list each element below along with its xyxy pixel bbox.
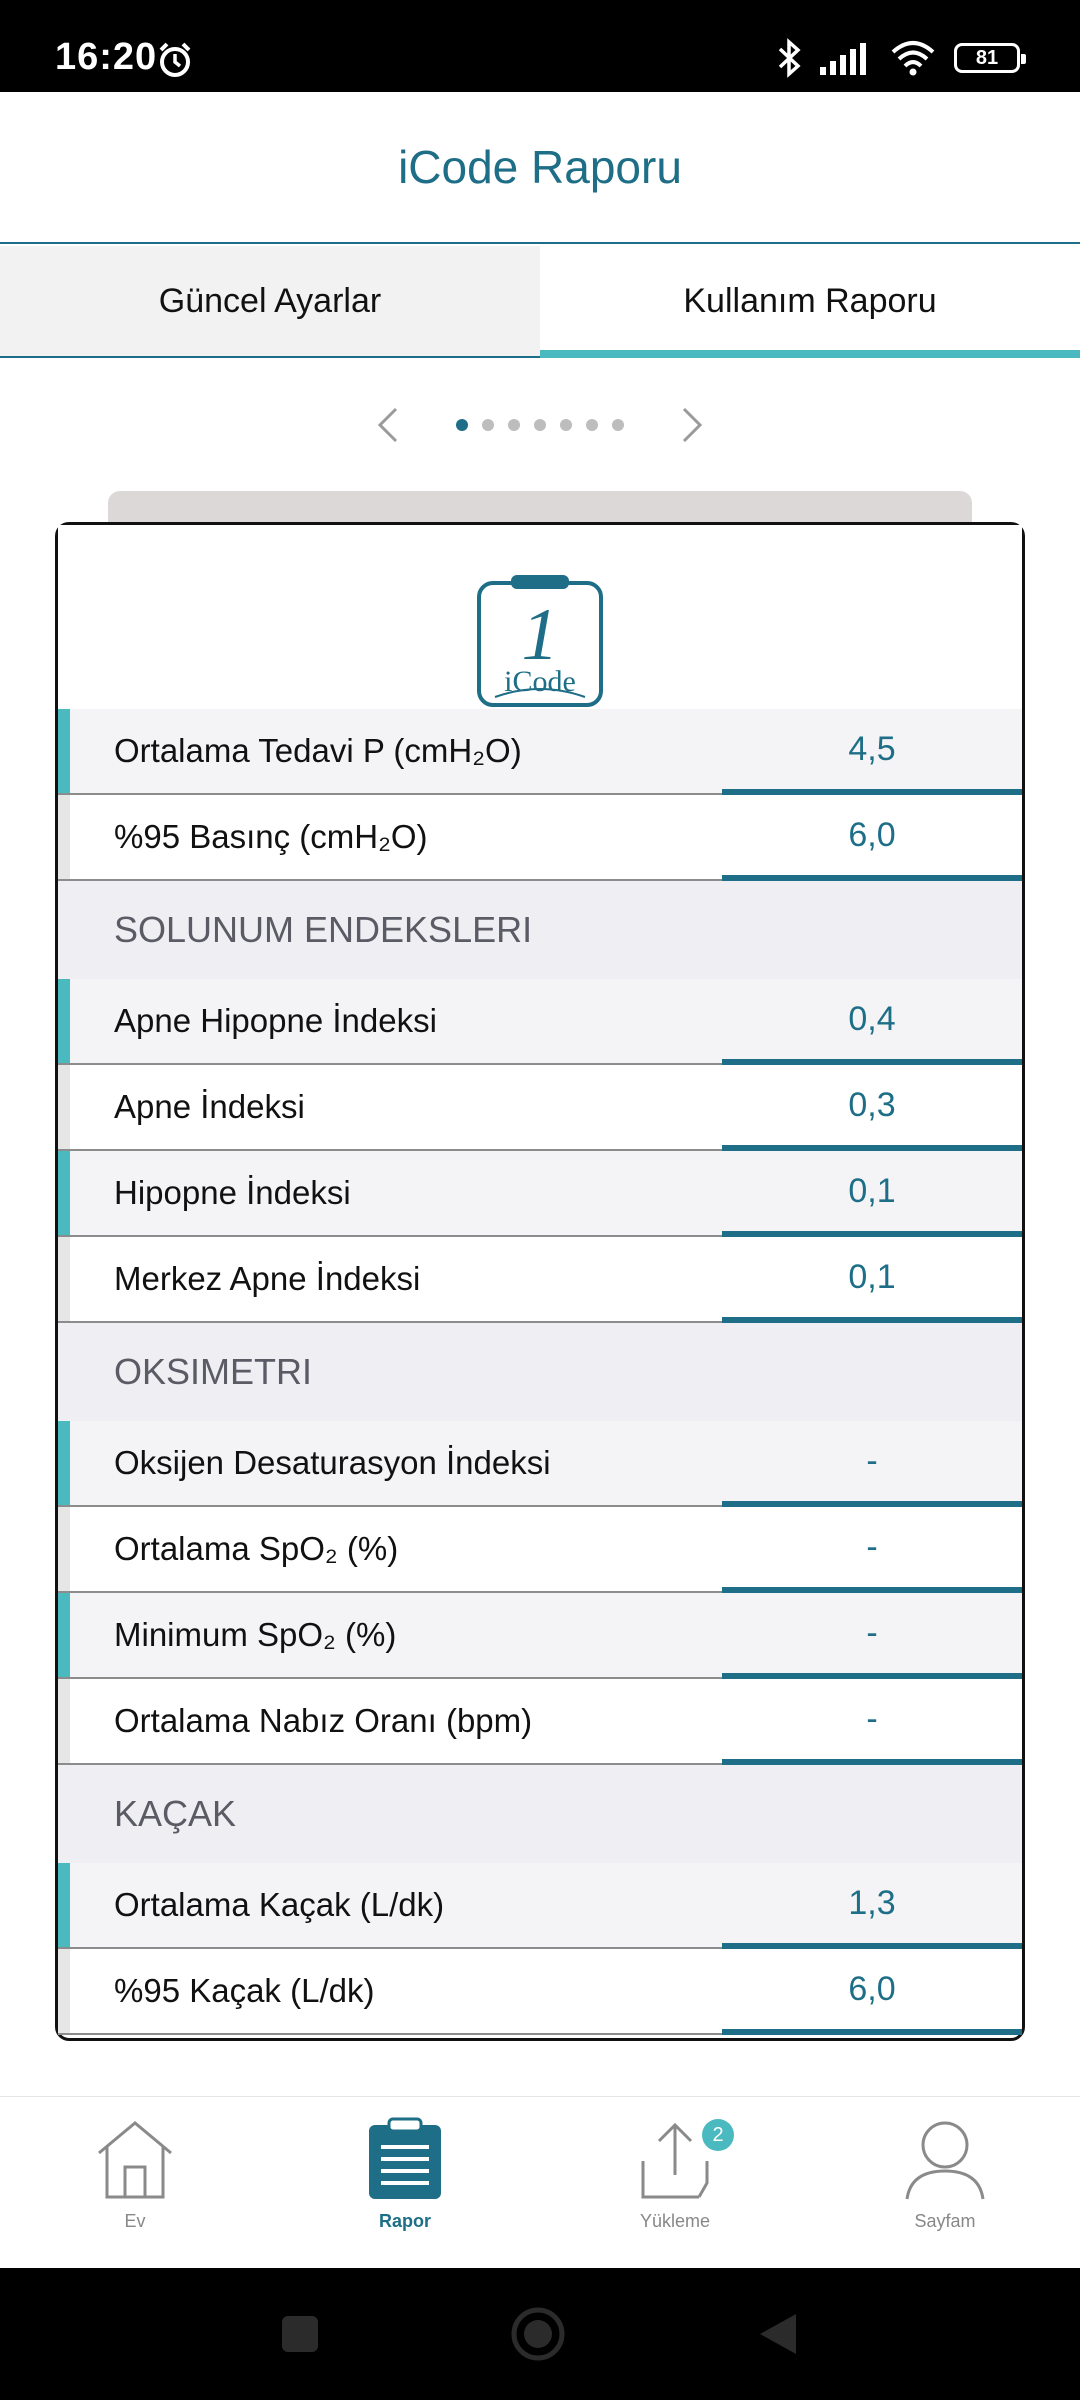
report-row xyxy=(58,1593,1022,1679)
row-accent xyxy=(58,1679,70,1763)
row-accent xyxy=(58,709,70,793)
page-dot xyxy=(482,419,494,431)
tab-current-settings[interactable] xyxy=(0,246,540,356)
page-dot xyxy=(456,419,468,431)
page-dot xyxy=(586,419,598,431)
row-value-box xyxy=(722,1151,1022,1237)
row-label: %95 Basınç (cmH₂O) xyxy=(114,818,428,855)
logo-number: 1 xyxy=(521,594,559,676)
report-row xyxy=(58,1065,1022,1151)
row-value-box xyxy=(722,1065,1022,1151)
clipboard-icon xyxy=(363,2117,447,2201)
report-row xyxy=(58,1151,1022,1237)
row-value-box xyxy=(722,1863,1022,1949)
row-accent xyxy=(58,1863,70,1947)
row-label: Ortalama SpO₂ (%) xyxy=(114,1530,399,1567)
nav-report[interactable] xyxy=(270,2097,540,2268)
nav-label: Rapor xyxy=(378,2211,431,2231)
page-dot xyxy=(508,419,520,431)
row-accent xyxy=(58,979,70,1063)
battery-indicator xyxy=(954,43,1020,73)
signal-icon xyxy=(820,41,872,75)
row-label: Ortalama Nabız Oranı (bpm) xyxy=(114,1702,533,1739)
report-row xyxy=(58,1507,1022,1593)
report-row xyxy=(58,709,1022,795)
nav-home[interactable] xyxy=(0,2097,270,2268)
row-value-box xyxy=(722,1507,1022,1593)
page-dot xyxy=(560,419,572,431)
chevron-right-icon xyxy=(680,405,704,445)
status-bar xyxy=(0,0,1080,92)
report-row xyxy=(58,1237,1022,1323)
chevron-left-icon xyxy=(376,405,400,445)
system-navigation-bar xyxy=(0,2268,1080,2400)
row-value-box xyxy=(722,709,1022,795)
row-value: 1,3 xyxy=(848,1883,896,1922)
tab-usage-report[interactable] xyxy=(540,246,1080,356)
section-header xyxy=(58,1765,1022,1863)
row-value: 6,0 xyxy=(848,1969,896,2008)
row-label: %95 Kaçak (L/dk) xyxy=(114,1972,375,2009)
tab-label: Güncel Ayarlar xyxy=(158,281,382,320)
tab-label: Kullanım Raporu xyxy=(683,281,937,320)
bluetooth-icon xyxy=(776,38,802,78)
tab-bar xyxy=(0,246,1080,358)
section-label: SOLUNUM ENDEKSLERI xyxy=(114,909,533,950)
row-value: - xyxy=(866,1613,878,1652)
row-value: - xyxy=(866,1441,878,1480)
row-label: Merkez Apne İndeksi xyxy=(114,1260,421,1297)
previous-page-button[interactable] xyxy=(368,400,408,450)
app-header xyxy=(0,92,1080,244)
section-header xyxy=(58,881,1022,979)
row-label: Apne Hipopne İndeksi xyxy=(114,1002,437,1039)
page-indicator xyxy=(0,400,1080,450)
row-value-box xyxy=(722,1421,1022,1507)
row-value: - xyxy=(866,1699,878,1738)
row-value: 0,1 xyxy=(848,1257,896,1296)
row-accent xyxy=(58,1237,70,1321)
report-row xyxy=(58,1863,1022,1949)
row-value: 0,3 xyxy=(848,1085,896,1124)
row-accent xyxy=(58,1949,70,2033)
alarm-icon xyxy=(155,40,195,80)
section-label: OKSIMETRI xyxy=(114,1351,313,1392)
row-label: Minimum SpO₂ (%) xyxy=(114,1616,397,1653)
nav-my-page[interactable] xyxy=(810,2097,1080,2268)
row-value-box xyxy=(722,1679,1022,1765)
nav-upload[interactable] xyxy=(540,2097,810,2268)
back-button[interactable] xyxy=(756,2310,800,2358)
row-value: 0,4 xyxy=(848,999,896,1038)
row-accent xyxy=(58,1593,70,1677)
row-label: Hipopne İndeksi xyxy=(114,1174,351,1211)
page-dot xyxy=(612,419,624,431)
report-row xyxy=(58,1421,1022,1507)
row-accent xyxy=(58,1507,70,1591)
home-icon xyxy=(93,2117,177,2201)
row-value: - xyxy=(866,1527,878,1566)
row-accent xyxy=(58,1421,70,1505)
section-label: KAÇAK xyxy=(114,1793,237,1834)
row-label: Ortalama Kaçak (L/dk) xyxy=(114,1886,445,1923)
row-label: Ortalama Tedavi P (cmH₂O) xyxy=(114,732,522,769)
recents-button[interactable] xyxy=(280,2314,320,2354)
next-page-button[interactable] xyxy=(672,400,712,450)
status-time: 16:20 xyxy=(55,36,158,78)
home-button[interactable] xyxy=(510,2306,566,2362)
report-row xyxy=(58,795,1022,881)
nav-label: Yükleme xyxy=(639,2211,711,2231)
row-value-box xyxy=(722,1593,1022,1679)
row-value: 4,5 xyxy=(848,729,896,768)
icode-logo xyxy=(475,569,605,709)
wifi-icon xyxy=(890,40,936,76)
row-value: 6,0 xyxy=(848,815,896,854)
row-value-box xyxy=(722,1949,1022,2035)
report-card xyxy=(55,522,1025,2041)
row-accent xyxy=(58,1151,70,1235)
battery-level: 81 xyxy=(975,46,999,69)
user-icon xyxy=(903,2117,987,2201)
upload-count-badge: 2 xyxy=(702,2119,734,2151)
bottom-navigation xyxy=(0,2096,1080,2268)
nav-label: Sayfam xyxy=(914,2211,976,2231)
logo-text: iCode xyxy=(504,665,576,698)
report-rows xyxy=(58,709,1022,2035)
report-list-scroll[interactable] xyxy=(58,729,1022,2041)
page-dot xyxy=(534,419,546,431)
nav-label: Ev xyxy=(124,2211,146,2231)
row-label: Oksijen Desaturasyon İndeksi xyxy=(114,1444,551,1481)
report-row xyxy=(58,1949,1022,2035)
row-accent xyxy=(58,1065,70,1149)
row-accent xyxy=(58,795,70,879)
section-header xyxy=(58,1323,1022,1421)
page-title: iCode Raporu xyxy=(398,141,682,193)
row-value-box xyxy=(722,1237,1022,1323)
report-row xyxy=(58,979,1022,1065)
row-value-box xyxy=(722,795,1022,881)
row-label: Apne İndeksi xyxy=(114,1088,305,1125)
row-value: 0,1 xyxy=(848,1171,896,1210)
row-value-box xyxy=(722,979,1022,1065)
report-row xyxy=(58,1679,1022,1765)
page-dots xyxy=(456,419,624,431)
